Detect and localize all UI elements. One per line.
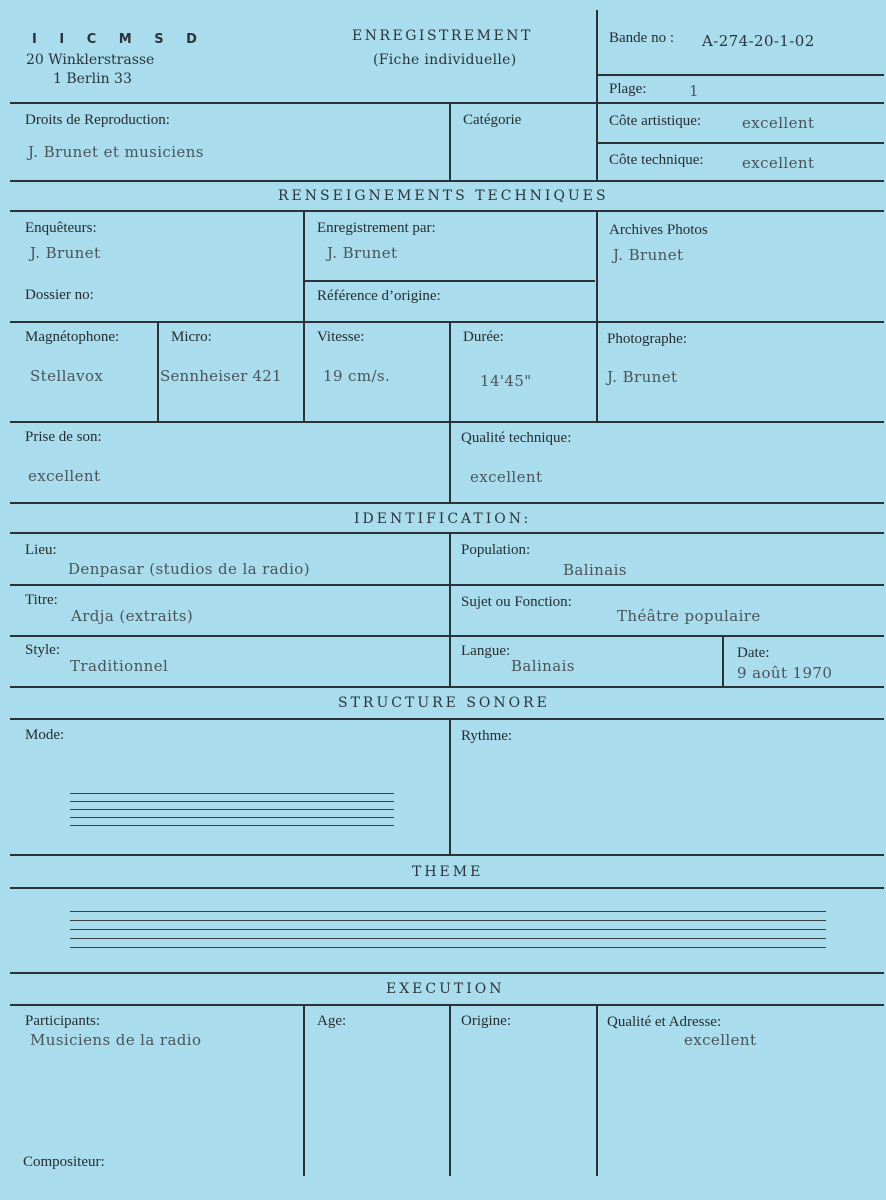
plage-value: 1 (689, 82, 699, 100)
language-value: Balinais (511, 657, 575, 675)
style-value: Traditionnel (70, 657, 169, 675)
technical-rating-value: excellent (742, 154, 815, 172)
population-label: Population: (461, 542, 531, 558)
recorded-by-label: Enregistrement par: (317, 220, 436, 236)
rule (449, 1004, 451, 1176)
bande-value: A-274-20-1-02 (702, 32, 815, 50)
recorded-by-value: J. Brunet (327, 244, 398, 262)
sound-capture-value: excellent (28, 467, 101, 485)
bande-label: Bande no : (609, 30, 674, 46)
photographer-value: J. Brunet (607, 368, 678, 386)
rights-value: J. Brunet et musiciens (28, 143, 204, 161)
rule (596, 142, 884, 144)
technical-rating-label: Côte technique: (609, 152, 704, 168)
investigators-label: Enquêteurs: (25, 220, 97, 236)
rule (722, 635, 724, 686)
origin-reference-label: Référence d’origine: (317, 288, 441, 304)
rule (596, 10, 598, 180)
theme-section-heading: THEME (412, 864, 484, 880)
rule (449, 321, 451, 502)
org-street: 20 Winklerstrasse (26, 52, 155, 68)
rule (10, 180, 884, 182)
category-label: Catégorie (463, 112, 522, 128)
rule (596, 210, 598, 421)
plage-label: Plage: (609, 81, 647, 97)
rhythm-label: Rythme: (461, 728, 513, 744)
rule (303, 1004, 305, 1176)
org-city: 1 Berlin 33 (53, 71, 132, 87)
rule (10, 972, 884, 974)
sound-capture-label: Prise de son: (25, 429, 102, 445)
rule (449, 718, 451, 854)
identification-section-heading: IDENTIFICATION: (354, 511, 532, 527)
place-value: Denpasar (studios de la radio) (68, 560, 310, 578)
speed-value: 19 cm/s. (323, 367, 391, 385)
rule (10, 421, 884, 423)
form-subtitle: (Fiche individuelle) (373, 52, 517, 68)
rule (10, 718, 884, 720)
rights-label: Droits de Reproduction: (25, 112, 170, 128)
investigators-value: J. Brunet (30, 244, 101, 262)
language-label: Langue: (461, 643, 511, 659)
rule (10, 635, 884, 637)
quality-address-label: Qualité et Adresse: (607, 1014, 722, 1030)
rule (449, 532, 451, 686)
rule (596, 74, 884, 76)
subject-value: Théâtre populaire (617, 607, 761, 625)
technical-section-heading: RENSEIGNEMENTS TECHNIQUES (278, 188, 609, 204)
form-title: ENREGISTREMENT (352, 28, 533, 44)
photo-archives-label: Archives Photos (609, 222, 708, 238)
rule (10, 321, 884, 323)
photographer-label: Photographe: (607, 331, 687, 347)
rule (10, 1004, 884, 1006)
rule (303, 210, 305, 421)
participants-label: Participants: (25, 1013, 100, 1029)
technical-quality-value: excellent (470, 468, 543, 486)
rule (303, 280, 595, 282)
rule (449, 102, 451, 180)
mode-label: Mode: (25, 727, 65, 743)
rule (10, 686, 884, 688)
execution-section-heading: EXECUTION (386, 981, 505, 997)
composer-label: Compositeur: (23, 1154, 105, 1170)
rule (10, 584, 884, 586)
speed-label: Vitesse: (317, 329, 365, 345)
rule (596, 1004, 598, 1176)
duration-label: Durée: (463, 329, 504, 345)
rule (10, 532, 884, 534)
duration-value: 14'45" (480, 372, 532, 390)
recorder-value: Stellavox (30, 367, 104, 385)
style-label: Style: (25, 642, 61, 658)
mic-label: Micro: (171, 329, 212, 345)
subject-label: Sujet ou Fonction: (461, 594, 572, 610)
population-value: Balinais (563, 561, 627, 579)
title-value: Ardja (extraits) (71, 607, 194, 625)
sound-structure-section-heading: STRUCTURE SONORE (338, 695, 550, 711)
rule (157, 321, 159, 421)
origin-label: Origine: (461, 1013, 511, 1029)
artistic-rating-label: Côte artistique: (609, 113, 702, 129)
date-value: 9 août 1970 (737, 664, 833, 682)
recorder-label: Magnétophone: (25, 329, 120, 345)
participants-value: Musiciens de la radio (30, 1031, 202, 1049)
rule (10, 210, 884, 212)
rule (10, 102, 884, 104)
title-label: Titre: (25, 592, 58, 608)
mic-value: Sennheiser 421 (160, 367, 282, 385)
rule (10, 854, 884, 856)
age-label: Age: (317, 1013, 347, 1029)
date-label: Date: (737, 645, 770, 661)
quality-address-value: excellent (684, 1031, 757, 1049)
rule (10, 502, 884, 504)
artistic-rating-value: excellent (742, 114, 815, 132)
org-name: I I C M S D (32, 32, 206, 47)
technical-quality-label: Qualité technique: (461, 430, 572, 446)
place-label: Lieu: (25, 542, 57, 558)
file-number-label: Dossier no: (25, 287, 94, 303)
rule (10, 887, 884, 889)
photo-archives-value: J. Brunet (613, 246, 684, 264)
